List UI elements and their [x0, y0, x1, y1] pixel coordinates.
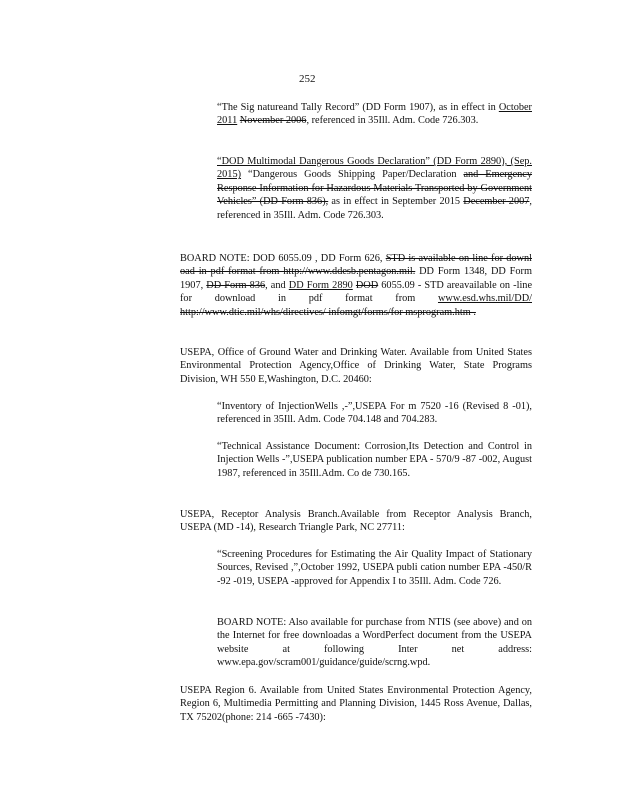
inserted-text: October 2011 — [217, 102, 532, 127]
deleted-text: DD Form 836 — [206, 279, 266, 291]
paragraph-text: BOARD NOTE: Also available for purchase from NTIS (see above) and on the Internet for free downloadas a WordPerfect document from the USEPA website at following Inter net address: www.epa.gov/scram001/guidance/guide/scrng.wpd. — [217, 617, 532, 669]
paragraph-usepa-receptor — [180, 508, 532, 535]
paragraph-text: “Screening Procedures for Estimating the Air Quality Impact of Stationary Sources, Revised ,”,October 1992, USEPA publi cation number EPA -450/R -92 -019, USEPA -approved for Appendix I to 35Ill. Adm. Code 726. — [217, 549, 532, 587]
paragraph-text: , and — [265, 279, 289, 291]
paragraph-usepa-region-6 — [180, 684, 532, 724]
paragraph-text: “Technical Assistance Document: Corrosion,Its Detection and Control in Injection Wells -”,USEPA publication number EPA - 570/9 -87 -002, August 1987, referenced in 35Ill.Adm. Co de 730.165. — [217, 441, 532, 479]
deleted-text: DOD — [355, 279, 379, 291]
paragraph-screening-procedures — [217, 548, 532, 588]
paragraph-text: DD Form 1348, DD Form 1907, — [180, 266, 532, 291]
paragraph-text: USEPA, Office of Ground Water and Drinking Water. Available from United States Environmental Protection Agency,Office of Drinking Water, State Programs Division, WH 550 E,Washington, D.C. 20460: — [180, 347, 532, 385]
paragraph-technical-assistance — [217, 440, 532, 480]
paragraph-usepa-ground-water — [180, 346, 532, 386]
paragraph-text: USEPA, Receptor Analysis Branch.Available from Receptor Analysis Branch, USEPA (MD -14), Research Triangle Park, NC 27711: — [180, 509, 532, 534]
deleted-text: November 2006 — [239, 115, 307, 127]
paragraph-text: , referenced in 35Ill. Adm. Code 726.303. — [217, 196, 532, 221]
paragraph-text: , referenced in 35Ill. Adm. Code 726.303. — [306, 115, 479, 127]
page-number: 252 — [299, 73, 316, 85]
deleted-text: STD is available on line for downl oad in pdf format from http://www.ddesb.pentagon.mil. — [180, 253, 532, 278]
paragraph-board-note-1 — [180, 252, 532, 319]
paragraph-board-note-2 — [217, 616, 532, 670]
paragraph-dod-multimodal — [217, 155, 532, 222]
paragraph-text: “Dangerous Goods Shipping Paper/Declaration — [241, 169, 464, 181]
inserted-text: DD Form 2890 — [288, 279, 353, 291]
paragraph-text: as in effect in September 2015 — [328, 196, 464, 208]
paragraph-text: 6055.09 - STD areavailable on -line for download in pdf format from — [180, 279, 533, 305]
paragraph-text: “The Sig natureand Tally Record” (DD Form 1907), as in effect in — [217, 102, 499, 113]
deleted-text: December 2007 — [463, 196, 530, 208]
paragraph-text: “Inventory of InjectionWells ,-”,USEPA For m 7520 -16 (Revised 8 -01), referenced in 35Ill. Adm. Code 704.148 and 704.283. — [217, 401, 532, 426]
inserted-text: www.esd.whs.mil/DD/ — [437, 293, 532, 305]
deleted-text: and Emergency Response Information for Hazardous Materials Transported by Government Vehicles” (DD Form 836), — [217, 169, 533, 208]
paragraph-inventory-injection — [217, 400, 532, 427]
paragraph-tally-record — [217, 101, 532, 128]
inserted-text: “DOD Multimodal Dangerous Goods Declaration” (DD Form 2890), (Sep. 2015) — [217, 156, 532, 181]
deleted-text: http://www.dtic.mil/whs/directives/ infomgt/forms/for msprogram.htm . — [180, 306, 476, 318]
paragraph-text: USEPA Region 6. Available from United States Environmental Protection Agency, Region 6, Multimedia Permitting and Planning Division, 1445 Ross Avenue, Dallas, TX 75202(phone: 214 -665 -7430): — [180, 685, 532, 723]
paragraph-text: BOARD NOTE: DOD 6055.09 , DD Form 626, — [180, 253, 386, 264]
